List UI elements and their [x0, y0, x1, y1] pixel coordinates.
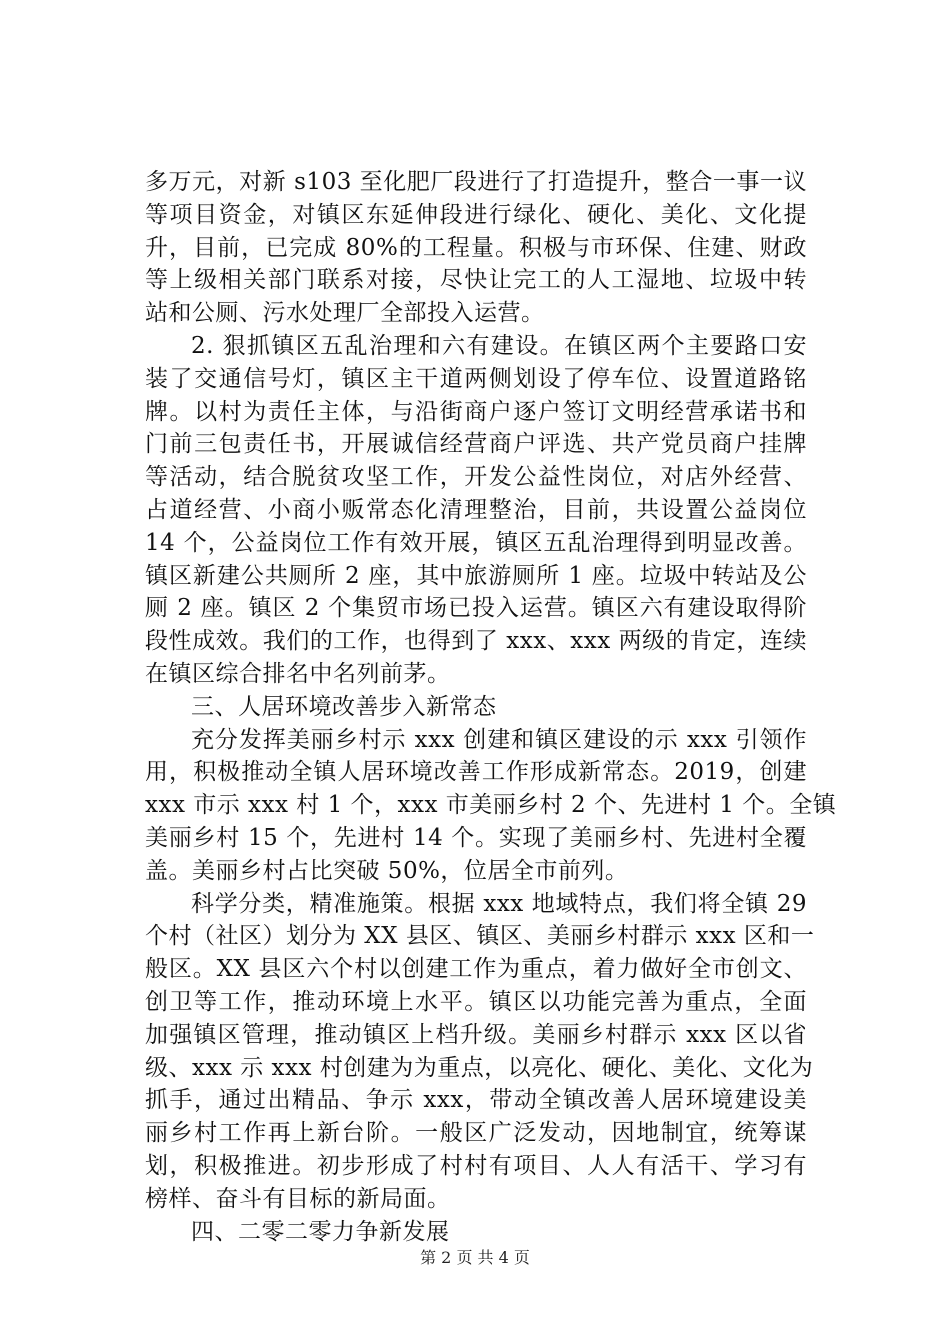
text-line: 榜样、奋斗有目标的新局面。: [145, 1185, 451, 1212]
document-body: [145, 166, 837, 1248]
text-line: 三、人居环境改善步入新常态: [191, 693, 497, 720]
text-line: 抓手，通过出精品、争示 xxx，带动全镇改善人居环境建设美: [145, 1087, 807, 1114]
text-line: 升，目前，已完成 80%的工程量。积极与市环保、住建、财政: [145, 234, 807, 261]
text-line: 段性成效。我们的工作，也得到了 xxx、xxx 两级的肯定，连续: [145, 628, 807, 655]
text-line: 四、二零二零力争新发展: [191, 1218, 450, 1245]
text-line: 等活动，结合脱贫攻坚工作，开发公益性岗位，对店外经营、: [145, 464, 807, 491]
text-line: 级、xxx 示 xxx 村创建为为重点，以亮化、硬化、美化、文化为: [145, 1054, 814, 1081]
text-line: 美丽乡村 15 个，先进村 14 个。实现了美丽乡村、先进村全覆: [145, 824, 807, 851]
text-line: 用，积极推动全镇人居环境改善工作形成新常态。2019，创建: [145, 759, 807, 786]
text-line: 占道经营、小商小贩常态化清理整治，目前，共设置公益岗位: [145, 496, 807, 523]
text-line: 牌。以村为责任主体，与沿街商户逐户签订文明经营承诺书和: [145, 398, 807, 425]
text-line: 丽乡村工作再上新台阶。一般区广泛发动，因地制宜，统筹谋: [145, 1120, 807, 1147]
text-line: 般区。XX 县区六个村以创建工作为重点，着力做好全市创文、: [145, 956, 807, 983]
text-line: 等项目资金，对镇区东延伸段进行绿化、硬化、美化、文化提: [145, 201, 807, 228]
text-line: 14 个，公益岗位工作有效开展，镇区五乱治理得到明显改善。: [145, 529, 807, 556]
text-line: 等上级相关部门联系对接，尽快让完工的人工湿地、垃圾中转: [145, 267, 807, 294]
text-line: 多万元，对新 s103 至化肥厂段进行了打造提升，整合一事一议: [145, 169, 807, 195]
text-line: 创卫等工作，推动环境上水平。镇区以功能完善为重点，全面: [145, 988, 807, 1015]
text-line: 在镇区综合排名中名列前茅。: [145, 660, 451, 687]
text-line: 加强镇区管理，推动镇区上档升级。美丽乡村群示 xxx 区以省: [145, 1021, 807, 1048]
text-line: 厕 2 座。镇区 2 个集贸市场已投入运营。镇区六有建设取得阶: [145, 595, 807, 622]
text-line: 划，积极推进。初步形成了村村有项目、人人有活干、学习有: [145, 1152, 807, 1179]
text-line: 装了交通信号灯，镇区主干道两侧划设了停车位、设置道路铭: [145, 365, 807, 392]
page-number-label: 第 2 页 共 4 页: [420, 1248, 530, 1267]
text-line: 2. 狠抓镇区五乱治理和六有建设。在镇区两个主要路口安: [191, 332, 807, 359]
text-line: 站和公厕、污水处理厂全部投入运营。: [145, 300, 545, 327]
page-footer: [0, 1245, 950, 1268]
text-line: 科学分类，精准施策。根据 xxx 地域特点，我们将全镇 29: [191, 890, 807, 917]
text-line: 个村（社区）划分为 XX 县区、镇区、美丽乡村群示 xxx 区和一: [145, 923, 815, 950]
text-line: 门前三包责任书，开展诚信经营商户评选、共产党员商户挂牌: [145, 431, 807, 458]
text-line: xxx 市示 xxx 村 1 个，xxx 市美丽乡村 2 个、先进村 1 个。全镇: [145, 792, 837, 819]
text-line: 盖。美丽乡村占比突破 50%，位居全市前列。: [145, 857, 629, 884]
text-line: 镇区新建公共厕所 2 座，其中旅游厕所 1 座。垃圾中转站及公: [145, 562, 807, 589]
text-line: 充分发挥美丽乡村示 xxx 创建和镇区建设的示 xxx 引领作: [191, 726, 807, 753]
